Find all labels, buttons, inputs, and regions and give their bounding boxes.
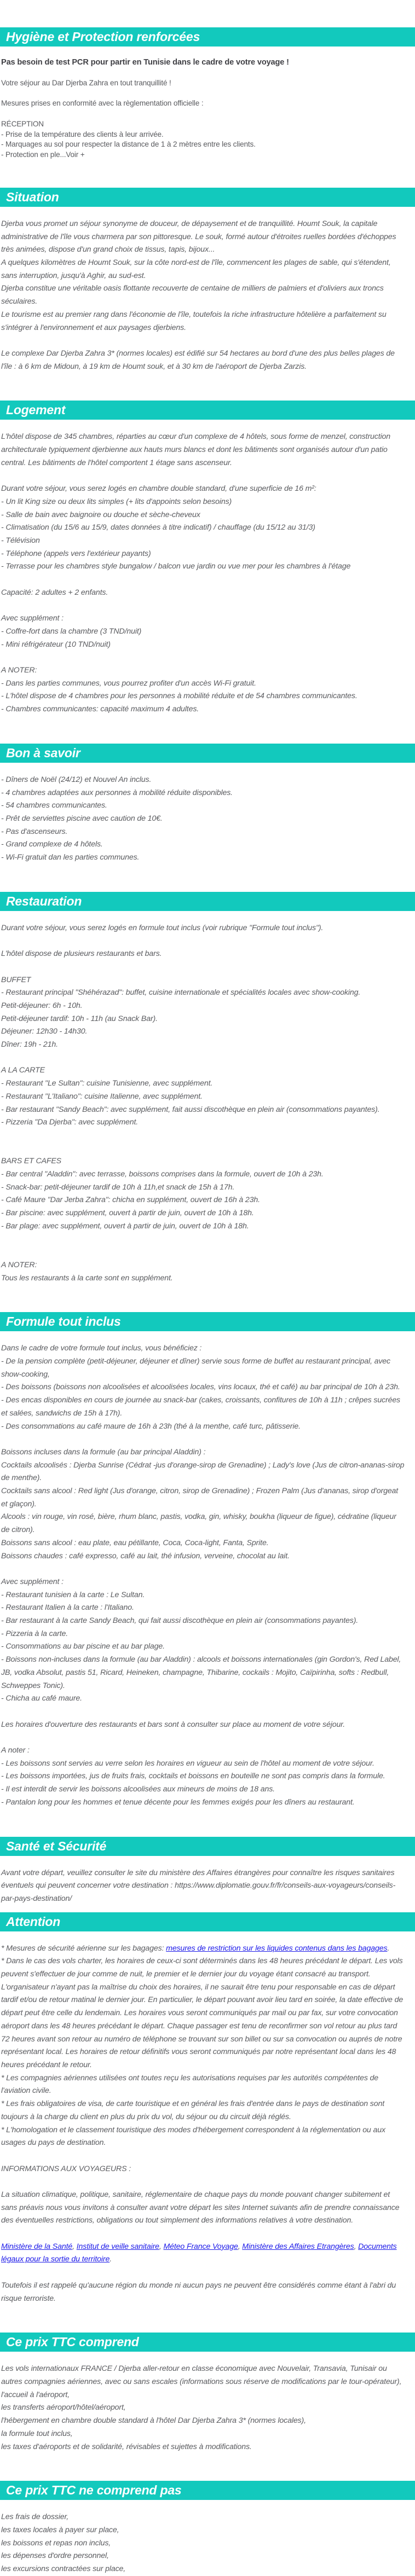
paragraph	[1, 1025, 406, 1038]
text-run: - Bar restaurant "Sandy Beach": avec supplément, fait aussi discothèque en plein air (consommations payantes).	[1, 1105, 380, 1114]
text-run: - Salle de bain avec baignoire ou douche et sèche-cheveux	[1, 510, 200, 519]
paragraph	[1, 2511, 406, 2524]
text-run: .	[109, 2255, 112, 2264]
spacer	[1, 1233, 406, 1246]
text-run: - Prêt de serviettes piscine avec caution de 10€.	[1, 814, 163, 823]
paragraph	[1, 787, 406, 800]
text-run: A LA CARTE	[1, 1066, 45, 1075]
text-run: Pas besoin de test PCR pour partir en Tunisie dans le cadre de votre voyage !	[1, 58, 289, 67]
text-run: - Il est interdit de servir les boissons alcoolisées aux mineurs de moins de 18 ans.	[1, 1785, 275, 1794]
text-run: Tous les restaurants à la carte sont en supplément.	[1, 1273, 173, 1283]
paragraph	[1, 851, 406, 865]
section-header-ce-prix-ttc-comprend: Ce prix TTC comprend	[0, 2333, 415, 2352]
paragraph	[1, 690, 406, 703]
paragraph	[1, 150, 406, 160]
paragraph	[1, 2441, 406, 2454]
spacer	[1, 2175, 406, 2189]
text-run: - Les boissons importées, jus de fruits frais, cocktails et boissons en bouteille ne sont pas compris dans la formule.	[1, 1772, 385, 1781]
text-run: l'accueil à l'aéroport,	[1, 2390, 70, 2399]
spacer	[1, 2150, 406, 2163]
paragraph	[1, 1194, 406, 1207]
paragraph	[1, 130, 406, 140]
section-header-situation: Situation	[0, 188, 415, 207]
paragraph	[1, 431, 406, 469]
paragraph	[1, 922, 406, 935]
section-attention	[0, 1912, 415, 2306]
section-header-bon-a-savoir: Bon à savoir	[0, 744, 415, 763]
link[interactable]: Institut de veille sanitaire	[76, 2242, 159, 2251]
link[interactable]: Ministère de la Santé	[1, 2242, 73, 2251]
spacer	[1, 2266, 406, 2279]
paragraph	[1, 1381, 406, 1394]
section-bon-a-savoir	[0, 744, 415, 865]
text-run: Avant votre départ, veuillez consulter le site du ministère des Affaires étrangères pour connaître les risques sanitaires éventuels qui peuvent concerner votre destination : https://www.diplomatie.gouv.fr/fr/conseils-aux-voyageurs/conseils-par-pays-destination/	[1, 1868, 396, 1903]
text-run: A noter :	[1, 1746, 30, 1755]
text-run: Boissons sans alcool : eau plate, eau pétillante, Coca, Coca-light, Fanta, Sprite.	[1, 1538, 269, 1547]
text-run: * Mesures de sécurité aérienne sur les bagages:	[1, 1943, 166, 1953]
spacer	[1, 1246, 406, 1259]
text-run: Petit-déjeuner tardif: 10h - 11h (au Snack Bar).	[1, 1014, 158, 1023]
text-run: - Pizzeria "Da Djerba": avec supplément.	[1, 1118, 139, 1127]
text-run: Le tourisme est au premier rang dans l'économie de l'île, toutefois la riche infrastructure hôtelière a parfaitement su s'intégrer à l'environnement et aux paysages djerbiens.	[1, 310, 387, 332]
paragraph	[1, 1272, 406, 1285]
paragraph	[1, 677, 406, 691]
text-run: - Snack-bar: petit-déjeuner tardif de 10h à 11h,et snack de 15h à 17h.	[1, 1182, 235, 1192]
section-formule-tout-inclus	[0, 1312, 415, 1809]
text-run: - Restaurant tunisien à la carte : Le Sultan.	[1, 1590, 145, 1599]
text-run: BUFFET	[1, 975, 31, 984]
text-run: - Terrasse pour les chambres style bungalow / balcon vue jardin ou vue mer pour les chambres à l'étage	[1, 562, 351, 571]
text-run: - Téléphone (appels vers l'extérieur payants)	[1, 549, 151, 558]
section-hygiene-et-protection	[0, 27, 415, 160]
paragraph	[1, 1719, 406, 1732]
paragraph	[1, 2537, 406, 2550]
paragraph	[1, 2072, 406, 2098]
paragraph	[1, 218, 406, 257]
text-run: Djerba constitue une véritable oasis flottante recouverte de centaine de milliers de palmiers et d'oliviers aux troncs séculaires.	[1, 284, 384, 306]
paragraph	[1, 57, 406, 68]
text-run: * Les frais obligatoires de visa, de carte touristique et en général les frais d'entrée dans le pays de destination sont toujours à la charge du client en plus du prix du vol, du séjour ou du circuit déjà réglés.	[1, 2099, 385, 2121]
text-run: A quelques kilomètres de Houmt Souk, sur la côte nord-est de l'île, commencent les plages de sable, qui s'étendent, sans interruption, jusqu'à Aghir, au sud-est.	[1, 258, 391, 280]
paragraph	[1, 587, 406, 600]
paragraph	[1, 1796, 406, 1809]
text-run: - Bar central "Aladdin": avec terrasse, boissons comprises dans la formule, ouvert de 10h à 23h.	[1, 1170, 324, 1179]
section-header-hygiene-et-protection: Hygiène et Protection renforcées	[0, 27, 415, 47]
text-run: Avec supplément :	[1, 1577, 64, 1586]
paragraph	[1, 1757, 406, 1771]
text-run: Durant votre séjour, vous serez logés en formule tout inclus (voir rubrique "Formule tout inclus").	[1, 923, 324, 932]
text-run: - Pas d'ascenseurs.	[1, 827, 68, 836]
text-run: Djerba vous promet un séjour synonyme de douceur, de dépaysement et de tranquillité. Houmt Souk, la capitale administrative de l'île vous charmera par son pittoresque. Le souk, formé autour d'étroites ruelles bordées d'échoppes très animées, dispose d'un grand choix de tissus, tapis, bijoux...	[1, 219, 396, 254]
section-header-attention: Attention	[0, 1912, 415, 1931]
text-run: les taxes locales à payer sur place,	[1, 2525, 119, 2534]
text-run: - Bar plage: avec supplément, ouvert à partir de juin, ouvert de 10h à 18h.	[1, 1221, 249, 1231]
text-run: - Consommations au bar piscine et au bar plage.	[1, 1642, 165, 1651]
paragraph	[1, 1576, 406, 1589]
spacer	[1, 1142, 406, 1156]
paragraph	[1, 2279, 406, 2305]
text-run: - Grand complexe de 4 hôtels.	[1, 840, 103, 849]
text-run: * Les compagnies aériennes utilisées ont toutes reçu les autorisations requises par les autorités compétentes de l'aviation civile.	[1, 2073, 379, 2096]
text-run: - Climatisation (du 15/6 au 15/9, dates données à titre indicatif) / chauffage (du 15/12 au 31/3)	[1, 523, 315, 532]
paragraph	[1, 1537, 406, 1550]
section-body-restauration	[0, 911, 415, 1285]
section-body-situation	[0, 207, 415, 373]
text-run: les excursions contractées sur place,	[1, 2565, 126, 2574]
section-logement	[0, 401, 415, 716]
paragraph	[1, 2124, 406, 2150]
text-run: - Les boissons sont servies au verre selon les horaires en vigueur au sein de l'hôtel au moment de votre séjour.	[1, 1759, 374, 1768]
paragraph	[1, 1090, 406, 1104]
paragraph	[1, 1420, 406, 1434]
spacer	[1, 600, 406, 613]
section-body-formule-tout-inclus	[0, 1331, 415, 1809]
text-run: - Bar restaurant à la carte Sandy Beach, qui fait aussi discothèque en plein air (consommations payantes).	[1, 1616, 359, 1626]
text-run: ,	[72, 2242, 77, 2251]
text-run: - Un lit King size ou deux lits simples (+ lits d'appoints selon besoins)	[1, 497, 232, 506]
paragraph	[1, 625, 406, 639]
paragraph	[1, 282, 406, 308]
paragraph	[1, 1511, 406, 1536]
paragraph	[1, 2163, 406, 2176]
section-body-attention	[0, 1931, 415, 2306]
paragraph	[1, 2189, 406, 2227]
text-run: - Pizzeria à la carte.	[1, 1629, 68, 1638]
text-run: Boissons incluses dans la formule (au bar principal Aladdin) :	[1, 1447, 206, 1457]
text-run: - Restaurant "L'Italiano": cuisine Italienne, avec supplément.	[1, 1092, 203, 1101]
text-run: Les horaires d'ouverture des restaurants et bars sont à consulter sur place au moment de votre séjour.	[1, 1720, 345, 1729]
paragraph	[1, 1744, 406, 1757]
paragraph	[1, 309, 406, 334]
paragraph	[1, 1355, 406, 1381]
paragraph	[1, 1783, 406, 1796]
text-run: Alcools : vin rouge, vin rosé, bière, rhum blanc, pastis, vodka, gin, whisky, boukha (liqueur de figue), cédratine (liqueur de citron).	[1, 1512, 396, 1535]
text-run: Votre séjour au Dar Djerba Zahra en tout tranquillité !	[1, 78, 171, 87]
text-run: les taxes d'aéroports et de solidarité, révisables et sujettes à modifications.	[1, 2442, 252, 2451]
spacer	[1, 334, 406, 347]
text-run: L'hôtel dispose de 345 chambres, réparties au cœur d'un complexe de 4 hôtels, sous forme de menzel, construction architecturale typiquement djerbienne aux hauts murs blancs et dont les bâtiments sont organisés autour d'un patio central. Les bâtiments de l'hôtel comportent 1 étage sans ascenseur.	[1, 432, 390, 467]
paragraph	[1, 535, 406, 548]
section-header-sante-et-securite: Santé et Sécurité	[0, 1837, 415, 1856]
section-restauration	[0, 892, 415, 1285]
paragraph	[1, 1000, 406, 1013]
paragraph	[1, 78, 406, 89]
text-run: - Télévision	[1, 536, 40, 545]
text-run: L'hôtel dispose de plusieurs restaurants et bars.	[1, 949, 162, 959]
text-run: Boissons chaudes : café expresso, café au lait, thé infusion, verveine, chocolat au lait.	[1, 1551, 290, 1560]
paragraph	[1, 2563, 406, 2576]
link[interactable]: Méteo France Voyage	[163, 2242, 238, 2251]
text-run: Le complexe Dar Djerba Zahra 3* (normes locales) est édifié sur 54 hectares au bord d'une des plus belles plages de l'île : à 6 km de Midoun, à 19 km de Houmt souk, et à 30 km de l'aéroport de Djerba Zarzis.	[1, 349, 395, 371]
paragraph	[1, 1342, 406, 1355]
text-run: - Coffre-fort dans la chambre (3 TND/nuit)	[1, 626, 142, 636]
section-body-logement	[0, 420, 415, 716]
paragraph	[1, 987, 406, 1000]
paragraph	[1, 548, 406, 561]
spacer	[1, 573, 406, 587]
paragraph	[1, 1692, 406, 1705]
section-header-formule-tout-inclus: Formule tout inclus	[0, 1312, 415, 1331]
text-run: - Marquages au sol pour respecter la distance de 1 à 2 mètres entre les clients.	[1, 140, 256, 149]
text-run: - Café Maure "Dar Jerba Zahra": chicha en supplément, ouvert de 16h à 23h.	[1, 1196, 260, 1205]
text-run: - Restaurant Italien à la carte : l'Italiano.	[1, 1603, 134, 1612]
text-run: - Restaurant principal "Shéhérazad": buffet, cuisine internationale et spécialités locales avec show-cooking.	[1, 988, 361, 997]
text-run: Mesures prises en conformité avec la règlementation officielle :	[1, 99, 204, 108]
text-run: A NOTER:	[1, 1260, 37, 1269]
paragraph	[1, 1653, 406, 1692]
paragraph	[1, 1181, 406, 1194]
spacer	[1, 2227, 406, 2241]
paragraph	[1, 2241, 406, 2266]
text-run: - 4 chambres adaptées aux personnes à mobilité réduite disponibles.	[1, 788, 233, 797]
paragraph	[1, 257, 406, 282]
text-run: ,	[238, 2242, 243, 2251]
text-run: - Pantalon long pour les hommes et tenue décente pour les femmes exigés pour les dîners au restaurant.	[1, 1797, 355, 1807]
text-run: Cocktails sans alcool : Red light (Jus d'orange, citron, sirop de Grenadine) ; Frozen Palm (Jus d'ananas, sirop d'orgeat et glaçon).	[1, 1487, 399, 1509]
paragraph	[1, 1394, 406, 1420]
text-run: - Bar piscine: avec supplément, ouvert à partir de juin, ouvert de 10h à 18h.	[1, 1209, 254, 1218]
section-body-ce-prix-ttc-comprend	[0, 2352, 415, 2453]
text-run: - De la pension complète (petit-déjeuner, déjeuner et dîner) servie sous forme de buffet au restaurant principal, avec show-cooking,	[1, 1357, 390, 1379]
text-run: - Boissons non-incluses dans la formule (au bar Aladdin) : alcools et boissons internationales (gin Gordon's, Red Label, JB, vodka Absolut, pastis 51, Ricard, Heineken, champagne, Thibarine, cockails : Mojito, Caïpirinha, softs : Redbull, Schweppes Tonic).	[1, 1655, 401, 1690]
text-run: INFORMATIONS AUX VOYAGEURS :	[1, 2164, 131, 2173]
text-run: Avec supplément :	[1, 614, 64, 623]
paragraph	[1, 1459, 406, 1485]
spacer	[1, 935, 406, 948]
text-run: BARS ET CAFES	[1, 1157, 61, 1166]
paragraph	[1, 2098, 406, 2124]
paragraph	[1, 1207, 406, 1220]
text-run: A NOTER:	[1, 665, 37, 675]
text-run: - Protection en ple...	[1, 150, 66, 159]
paragraph	[1, 1770, 406, 1783]
paragraph	[1, 2401, 406, 2415]
text-run: - Restaurant "Le Sultan": cuisine Tunisienne, avec supplément.	[1, 1079, 213, 1088]
paragraph	[1, 1259, 406, 1272]
paragraph	[1, 1155, 406, 1168]
text-run: - Prise de la température des clients à leur arrivée.	[1, 130, 164, 138]
text-run: Petit-déjeuner: 6h - 10h.	[1, 1001, 83, 1010]
section-ce-prix-ttc-ne-comprend-pas	[0, 2481, 415, 2576]
text-run: - Dîners de Noël (24/12) et Nouvel An inclus.	[1, 775, 152, 784]
text-run: Dans le cadre de votre formule tout inclus, vous bénéficiez :	[1, 1344, 202, 1353]
spacer	[1, 68, 406, 78]
text-run: - Des encas disponibles en cours de journée au snack-bar (cakes, croissants, confitures de 10h à 11h ; crêpes sucrées et salées, sandwichs de 15h à 17h).	[1, 1396, 401, 1418]
spacer	[1, 1731, 406, 1744]
section-sante-et-securite	[0, 1837, 415, 1906]
paragraph	[1, 1615, 406, 1628]
section-header-restauration: Restauration	[0, 892, 415, 911]
paragraph	[1, 2428, 406, 2441]
text-run: - Dans les parties communes, vous pourrez profiter d'un accès Wi-Fi gratuit.	[1, 678, 256, 688]
paragraph	[1, 2524, 406, 2537]
paragraph	[1, 639, 406, 652]
paragraph	[1, 496, 406, 509]
paragraph	[1, 826, 406, 839]
text-run: les transferts aéroport/hôtel/aéroport,	[1, 2403, 126, 2412]
paragraph	[1, 1220, 406, 1233]
voir-plus-toggle[interactable]: Voir +	[66, 150, 85, 159]
text-run: .	[387, 1943, 390, 1953]
paragraph	[1, 1077, 406, 1090]
section-header-logement: Logement	[0, 401, 415, 420]
section-body-sante-et-securite	[0, 1856, 415, 1906]
text-run: - Des boissons (boissons non alcoolisées et alcoolisées locales, vins locaux, thé et café) au bar principal de 10h à 23h.	[1, 1383, 400, 1392]
link[interactable]: Documents légaux pour la sortie du territoire	[1, 2242, 397, 2264]
paragraph	[1, 1485, 406, 1511]
paragraph	[1, 1116, 406, 1129]
text-run: la formule tout inclus,	[1, 2429, 73, 2438]
spacer	[1, 961, 406, 974]
paragraph	[1, 2389, 406, 2402]
text-run: RÉCEPTION	[1, 119, 44, 128]
paragraph	[1, 974, 406, 987]
text-run: les dépenses d'ordre personnel,	[1, 2551, 109, 2561]
link[interactable]: mesures de restriction sur les liquides contenus dans les bagages	[166, 1943, 388, 1953]
paragraph	[1, 483, 406, 496]
paragraph	[1, 98, 406, 109]
paragraph	[1, 2363, 406, 2388]
text-run: Capacité: 2 adultes + 2 enfants.	[1, 588, 108, 597]
paragraph	[1, 1168, 406, 1181]
text-run: Toutefois il est rappelé qu'aucune région du monde ni aucun pays ne peuvent être considérés comme étant à l'abri du risque terroriste.	[1, 2281, 396, 2303]
paragraph	[1, 1628, 406, 1641]
text-run: ,	[159, 2242, 164, 2251]
paragraph	[1, 140, 406, 150]
text-run: - Des consommations au café maure de 16h à 23h (thé à la menthe, café turc, pâtisserie.	[1, 1422, 301, 1431]
paragraph	[1, 774, 406, 787]
paragraph	[1, 1942, 406, 1956]
text-run: Déjeuner: 12h30 - 14h30.	[1, 1027, 88, 1036]
paragraph	[1, 1550, 406, 1563]
paragraph	[1, 703, 406, 716]
paragraph	[1, 2550, 406, 2563]
paragraph	[1, 1064, 406, 1077]
paragraph	[1, 612, 406, 625]
paragraph	[1, 1955, 406, 2072]
spacer	[1, 109, 406, 119]
section-body-hygiene-et-protection	[0, 47, 415, 160]
paragraph	[1, 1867, 406, 1906]
paragraph	[1, 799, 406, 813]
text-run: - Mini réfrigérateur (10 TND/nuit)	[1, 640, 111, 649]
paragraph	[1, 509, 406, 522]
text-run: Les frais de dossier,	[1, 2513, 69, 2522]
spacer	[1, 1433, 406, 1446]
text-run: Durant votre séjour, vous serez logés en chambre double standard, d'une superficie de 16 m²:	[1, 484, 316, 494]
text-run: - L'hôtel dispose de 4 chambres pour les personnes à mobilité réduite et de 54 chambres communicantes.	[1, 692, 358, 701]
spacer	[1, 1705, 406, 1719]
section-ce-prix-ttc-comprend	[0, 2333, 415, 2453]
paragraph	[1, 1602, 406, 1615]
paragraph	[1, 1446, 406, 1459]
spacer	[1, 651, 406, 664]
spacer	[1, 88, 406, 98]
text-run: - Wi-Fi gratuit dan les parties communes.	[1, 853, 140, 862]
text-run: * L'homologation et le classement touristique des modes d'hébergement correspondent à la réglementation ou aux usages du pays de destination.	[1, 2125, 385, 2148]
text-run: les boissons et repas non inclus,	[1, 2538, 111, 2548]
paragraph	[1, 1589, 406, 1602]
paragraph	[1, 664, 406, 677]
paragraph	[1, 1038, 406, 1052]
paragraph	[1, 347, 406, 373]
text-run: - Chambres communicantes: capacité maximum 4 adultes.	[1, 705, 199, 714]
paragraph	[1, 948, 406, 961]
paragraph	[1, 119, 406, 130]
paragraph	[1, 1104, 406, 1117]
paragraph	[1, 521, 406, 535]
spacer	[1, 470, 406, 483]
text-run: Cocktails alcoolisés : Djerba Sunrise (Cédrat -jus d'orange-sirop de Grenadine) ; Lady's love (Jus de citron-ananas-sirop de menthe).	[1, 1460, 405, 1483]
text-run: l'hébergement en chambre double standard à l'hôtel Dar Djerba Zahra 3* (normes locales),	[1, 2416, 306, 2426]
paragraph	[1, 838, 406, 851]
paragraph	[1, 1013, 406, 1026]
text-run: - Chicha au café maure.	[1, 1694, 82, 1703]
section-body-ce-prix-ttc-ne-comprend-pas	[0, 2500, 415, 2576]
spacer	[1, 1052, 406, 1065]
paragraph	[1, 2415, 406, 2428]
text-run: - 54 chambres communicantes.	[1, 801, 107, 810]
link[interactable]: Ministère des Affaires Etrangères	[242, 2242, 354, 2251]
paragraph	[1, 560, 406, 573]
spacer	[1, 1563, 406, 1576]
section-body-bon-a-savoir	[0, 763, 415, 865]
text-run: Les vols internationaux FRANCE / Djerba aller-retour en classe économique avec Nouvelair, Transavia, Tunisair ou autres compagnies aériennes, avec ou sans escales (informations sous réserve de modifications par le tour-opérateur),	[1, 2364, 402, 2386]
spacer	[1, 1129, 406, 1142]
section-situation	[0, 188, 415, 373]
text-run: Dîner: 19h - 21h.	[1, 1040, 58, 1049]
text-run: * Dans le cas des vols charter, les horaires de ceux-ci sont déterminés dans les 48 heures précédant le départ. Les vols peuvent s'effectuer de jour comme de nuit, le premier et le dernier jour du voyage étant consacré au transport. L'organisateur n'ayant pas la maîtrise du choix des horaires, il ne saurait être tenu pour responsable en cas de départ tardif et/ou de retour matinal le dernier jour. En particulier, le départ pouvant avoir lieu tard en soirée, la date effective de départ peut être celle du lendemain. Les horaires vous seront communiqués par mail ou par fax, sur votre convocation aéroport dans les 48 heures précédant le départ. Chaque passager est tenu de reconfirmer son vol retour au plus tard 72 heures avant son retour au numéro de téléphone se trouvant sur son billet ou sur sa convocation ou auprés de notre représentant local. Les horaires de retour définitifs vous seront communiqués par notre représentant local dans les 48 heures précédant le retour.	[1, 1957, 404, 2069]
text-run: ,	[354, 2242, 359, 2251]
paragraph	[1, 1640, 406, 1653]
paragraph	[1, 813, 406, 826]
section-header-ce-prix-ttc-ne-comprend-pas: Ce prix TTC ne comprend pas	[0, 2481, 415, 2500]
text-run: La situation climatique, politique, sanitaire, réglementaire de chaque pays du monde pouvant changer subitement et sans préavis nous vous invitons à consulter avant votre départ les sites Internet suivants afin de prendre connaissance des éventuelles restrictions, obligations ou tout simplement des informations relatives à votre destination.	[1, 2190, 400, 2225]
